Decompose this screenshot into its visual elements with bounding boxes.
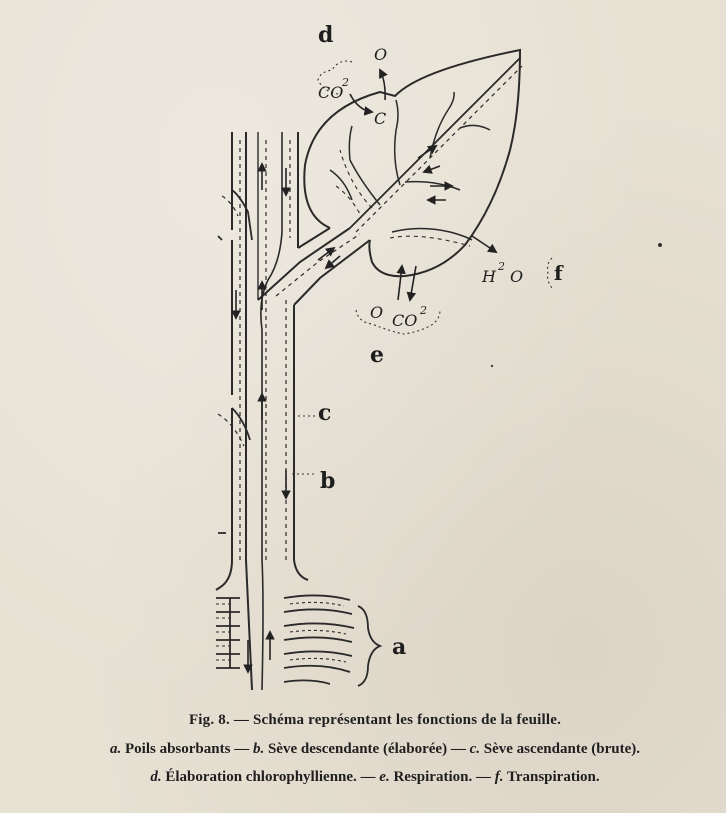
- co2-top-subscript: 2: [342, 76, 349, 89]
- root-hairs: [216, 595, 380, 686]
- caption-line-2: [30, 741, 720, 758]
- caption-c-text: Sève ascendante (brute).: [480, 741, 640, 757]
- sap-arrows: [236, 146, 452, 672]
- label-d: d: [318, 22, 334, 48]
- co2-bottom: CO: [392, 311, 418, 330]
- co2-bottom-subscript: 2: [420, 304, 427, 317]
- label-e: e: [370, 342, 384, 368]
- oxygen-top: O: [374, 45, 388, 64]
- caption-b-text: Sève descendante (élaborée) —: [264, 741, 470, 757]
- water-subscript: 2: [498, 260, 505, 273]
- caption-a-key: a.: [110, 741, 122, 757]
- ink-speck: [658, 243, 662, 247]
- caption-b-key: b.: [252, 741, 265, 757]
- co2-top: CO: [318, 83, 344, 102]
- oxygen-bottom: O: [370, 303, 384, 322]
- caption-e-text: Respiration. —: [389, 769, 495, 785]
- caption-f-text: Transpiration.: [503, 769, 600, 785]
- caption-d-key: d.: [150, 769, 162, 785]
- label-f: f: [554, 261, 563, 285]
- label-a: a: [392, 634, 407, 660]
- caption-line-3: [30, 769, 720, 786]
- caption-a-text: Poils absorbants —: [121, 741, 253, 757]
- caption-e-key: e.: [379, 769, 390, 785]
- ink-speck: [491, 365, 493, 367]
- water-h: H: [482, 267, 496, 286]
- label-c: c: [318, 400, 332, 426]
- caption-d-text: Élaboration chlorophyllienne. —: [161, 769, 380, 785]
- label-b: b: [320, 468, 336, 494]
- water-o: O: [510, 267, 524, 286]
- carbon-top: C: [374, 109, 387, 128]
- caption-title: Fig. 8. — Schéma représentant les fonctions de la feuille.: [188, 712, 562, 728]
- caption-c-key: c.: [469, 741, 480, 757]
- caption-f-key: f.: [494, 769, 504, 785]
